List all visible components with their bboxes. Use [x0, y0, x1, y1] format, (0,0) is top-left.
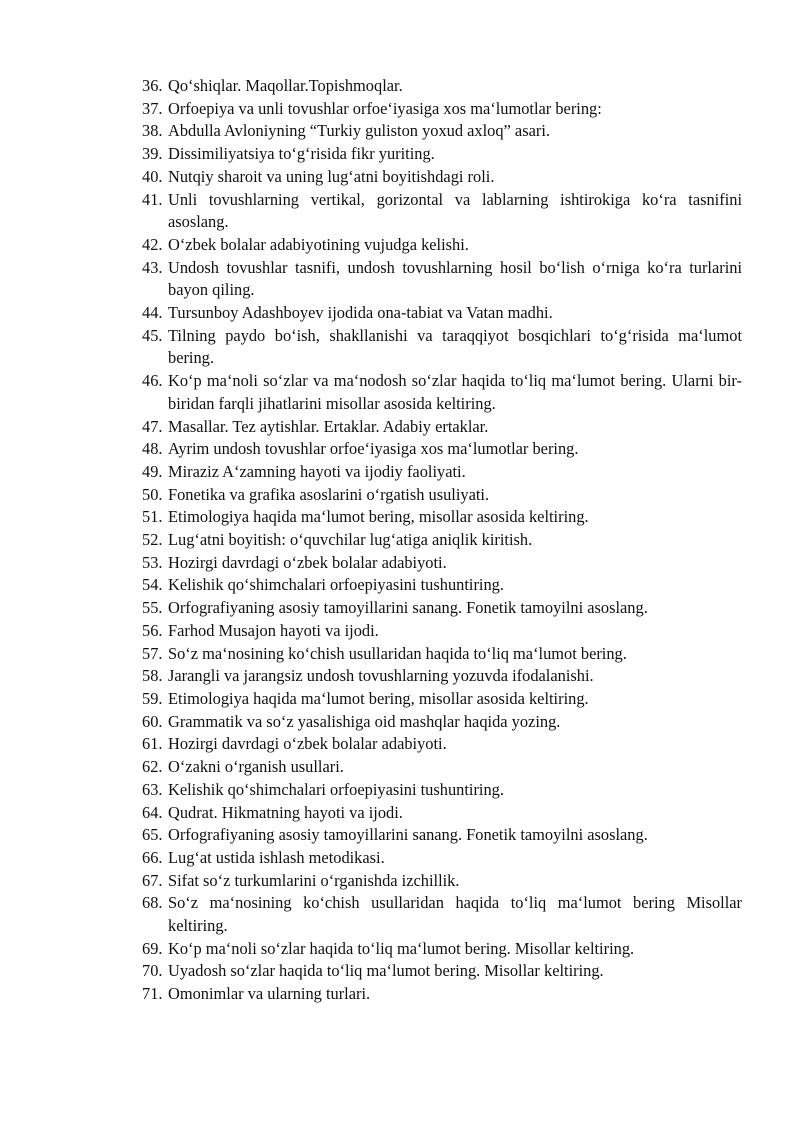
list-item [142, 506, 742, 529]
list-item [142, 892, 742, 937]
list-item [142, 802, 742, 825]
item-number: 39. [142, 144, 163, 164]
item-text: Nutqiy sharoit va uning lug‘atni boyitishdagi roli. [168, 166, 495, 186]
item-number: 59. [142, 688, 163, 708]
item-number: 57. [142, 643, 163, 663]
item-number: 44. [142, 303, 163, 323]
item-text: Tilning paydo bo‘ish, shakllanishi va taraqqiyot bosqichlari to‘g‘risida ma‘lumot bering. [168, 325, 742, 368]
item-number: 37. [142, 98, 163, 118]
list-item [142, 643, 742, 666]
item-text: Undosh tovushlar tasnifi, undosh tovushlarning hosil bo‘lish o‘rniga ko‘ra turlarini bayon qiling. [168, 257, 742, 300]
item-text: Hozirgi davrdagi o‘zbek bolalar adabiyoti. [168, 734, 447, 754]
item-number: 51. [142, 507, 163, 527]
item-text: Sifat so‘z turkumlarini o‘rganishda izchillik. [168, 870, 460, 890]
list-item [142, 711, 742, 734]
list-item [142, 120, 742, 143]
list-item [142, 484, 742, 507]
list-item [142, 234, 742, 257]
item-number: 65. [142, 825, 163, 845]
item-text: Ko‘p ma‘noli so‘zlar haqida to‘liq ma‘lumot bering. Misollar keltiring. [168, 938, 635, 958]
item-number: 38. [142, 121, 163, 141]
item-text: Dissimiliyatsiya to‘g‘risida fikr yuriting. [168, 144, 435, 164]
list-item [142, 370, 742, 415]
list-item [142, 620, 742, 643]
item-number: 70. [142, 961, 163, 981]
item-text: Ko‘p ma‘noli so‘zlar va ma‘nodosh so‘zlar haqida to‘liq ma‘lumot bering. Ularni bir-biridan farqli jihatlarini misollar asosida keltiring. [168, 371, 742, 413]
item-number: 47. [142, 416, 163, 436]
item-number: 62. [142, 757, 163, 777]
list-item [142, 166, 742, 189]
item-number: 56. [142, 620, 163, 640]
item-text: Orfoepiya va unli tovushlar orfoe‘iyasiga xos ma‘lumotlar bering: [168, 98, 602, 118]
item-number: 50. [142, 484, 163, 504]
list-item [142, 960, 742, 983]
list-item [142, 597, 742, 620]
list-item [142, 983, 742, 1006]
item-number: 69. [142, 938, 163, 958]
item-number: 42. [142, 234, 163, 254]
list-item [142, 438, 742, 461]
item-text: Omonimlar va ularning turlari. [168, 984, 371, 1004]
item-text: Tursunboy Adashboyev ijodida ona-tabiat va Vatan madhi. [168, 303, 553, 323]
item-text: Orfografiyaning asosiy tamoyillarini sanang. Fonetik tamoyilni asoslang. [168, 825, 648, 845]
item-text: Unli tovushlarning vertikal, gorizontal va lablarning ishtirokiga ko‘ra tasnifini asoslang. [168, 189, 742, 232]
list-item [142, 189, 742, 234]
list-item [142, 143, 742, 166]
item-text: Orfografiyaning asosiy tamoyillarini sanang. Fonetik tamoyilni asoslang. [168, 598, 648, 618]
item-text: Masallar. Tez aytishlar. Ertaklar. Adabiy ertaklar. [168, 416, 489, 436]
item-number: 43. [142, 257, 163, 277]
item-number: 63. [142, 779, 163, 799]
item-number: 58. [142, 666, 163, 686]
list-item [142, 574, 742, 597]
item-text: So‘z ma‘nosining ko‘chish usullaridan haqida to‘liq ma‘lumot bering. [168, 643, 627, 663]
item-text: Etimologiya haqida ma‘lumot bering, misollar asosida keltiring. [168, 688, 589, 708]
list-item [142, 75, 742, 98]
list-item [142, 461, 742, 484]
item-number: 40. [142, 166, 163, 186]
list-item [142, 665, 742, 688]
item-text: Kelishik qo‘shimchalari orfoepiyasini tushuntiring. [168, 575, 504, 595]
item-text: Farhod Musajon hayoti va ijodi. [168, 620, 379, 640]
list-item [142, 688, 742, 711]
item-text: Lug‘at ustida ishlash metodikasi. [168, 847, 385, 867]
list-item [142, 257, 742, 302]
list-item [142, 756, 742, 779]
list-item [142, 325, 742, 370]
item-text: Qudrat. Hikmatning hayoti va ijodi. [168, 802, 403, 822]
item-number: 49. [142, 461, 163, 481]
item-text: Hozirgi davrdagi o‘zbek bolalar adabiyoti. [168, 552, 447, 572]
item-text: Uyadosh so‘zlar haqida to‘liq ma‘lumot bering. Misollar keltiring. [168, 961, 604, 981]
item-text: Fonetika va grafika asoslarini o‘rgatish usuliyati. [168, 484, 490, 504]
item-text: Kelishik qo‘shimchalari orfoepiyasini tushuntiring. [168, 779, 504, 799]
item-number: 54. [142, 575, 163, 595]
item-number: 41. [142, 189, 163, 209]
item-number: 36. [142, 76, 163, 95]
item-text: Ayrim undosh tovushlar orfoe‘iyasiga xos ma‘lumotlar bering. [168, 439, 579, 459]
list-item [142, 938, 742, 961]
item-text: So‘z ma‘nosining ko‘chish usullaridan haqida to‘liq ma‘lumot bering Misollar keltiring. [168, 893, 742, 936]
list-item [142, 416, 742, 439]
item-number: 67. [142, 870, 163, 890]
item-number: 64. [142, 802, 163, 822]
item-text: Etimologiya haqida ma‘lumot bering, misollar asosida keltiring. [168, 507, 589, 527]
item-text: Abdulla Avloniyning “Turkiy guliston yoxud axloq” asari. [168, 121, 550, 141]
item-text: Miraziz A‘zamning hayoti va ijodiy faoliyati. [168, 461, 466, 481]
list-item [142, 529, 742, 552]
item-number: 46. [142, 371, 163, 391]
item-text: Grammatik va so‘z yasalishiga oid mashqlar haqida yozing. [168, 711, 561, 731]
item-text: Jarangli va jarangsiz undosh tovushlarning yozuvda ifodalanishi. [168, 666, 594, 686]
item-number: 66. [142, 847, 163, 867]
list-item [142, 302, 742, 325]
item-text: O‘zbek bolalar adabiyotining vujudga kelishi. [168, 234, 469, 254]
list-item [142, 824, 742, 847]
item-number: 52. [142, 530, 163, 550]
list-item [142, 847, 742, 870]
item-number: 71. [142, 984, 163, 1004]
list-item [142, 870, 742, 893]
item-number: 48. [142, 439, 163, 459]
list-item [142, 779, 742, 802]
question-list [142, 75, 742, 1006]
item-text: O‘zakni o‘rganish usullari. [168, 757, 344, 777]
item-number: 68. [142, 893, 163, 913]
item-text: Lug‘atni boyitish: o‘quvchilar lug‘atiga aniqlik kiritish. [168, 530, 533, 550]
item-number: 53. [142, 552, 163, 572]
item-number: 45. [142, 325, 163, 345]
list-item [142, 552, 742, 575]
item-number: 61. [142, 734, 163, 754]
list-item [142, 98, 742, 121]
item-number: 60. [142, 711, 163, 731]
item-number: 55. [142, 598, 163, 618]
item-text: Qo‘shiqlar. Maqollar.Topishmoqlar. [168, 76, 403, 95]
list-item [142, 733, 742, 756]
